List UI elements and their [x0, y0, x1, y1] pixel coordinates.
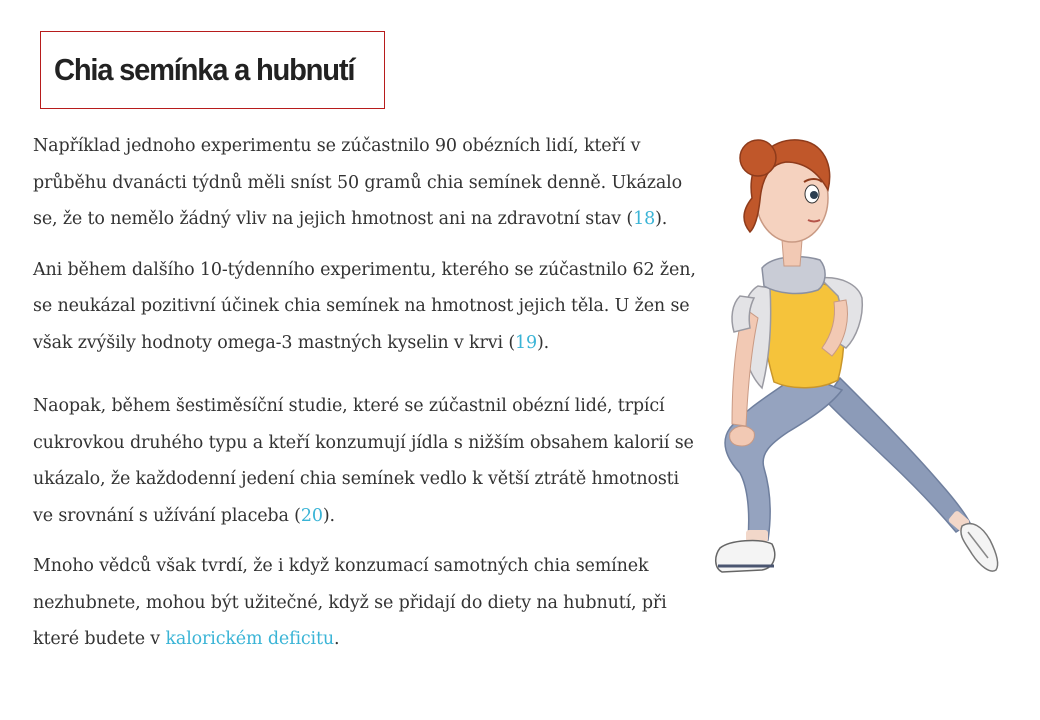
paragraph-4-end: .	[334, 629, 340, 649]
paragraph-3	[33, 388, 698, 534]
caloric-deficit-link[interactable]: kalorickém deficitu	[165, 629, 335, 649]
paragraph-4	[33, 548, 698, 658]
paragraph-3-text: Naopak, během šestiměsíční studie, které se zúčastnil obézní lidé, trpící cukrovkou druhého typu a kteří konzumují jídla s nižším obsahem kalorií se ukázalo, že každodenní jedení chia semínek vedlo k větší ztrátě hmotnosti ve srovnání s užívání placeba (	[33, 396, 694, 526]
reference-link-18[interactable]: 18	[633, 209, 656, 229]
article-body	[33, 128, 698, 672]
paragraph-2	[33, 252, 698, 362]
paragraph-2-text: Ani během dalšího 10-týdenního experimentu, kterého se zúčastnilo 62 žen, se neukázal pozitivní účinek chia semínek na hmotnost jejich těla. U žen se však zvýšily hodnoty omega-3 mastných kyselin v krvi (	[33, 259, 696, 353]
paragraph-1-end: ).	[655, 209, 668, 229]
reference-link-19[interactable]: 19	[515, 332, 537, 353]
paragraph-1-text: Například jednoho experimentu se zúčastnilo 90 obézních lidí, kteří v průběhu dvanácti týdnů měli sníst 50 gramů chia semínek denně. Ukázalo se, že to nemělo žádný vliv na jejich hmotnost ani na zdravotní stav (	[33, 136, 682, 229]
paragraph-1	[33, 128, 698, 238]
paragraph-3-end: ).	[322, 505, 335, 526]
heading-box	[40, 31, 385, 109]
reference-link-20[interactable]: 20	[300, 505, 323, 526]
exercising-woman-illustration	[700, 128, 1020, 588]
page-title: Chia semínka a hubnutí	[54, 52, 355, 87]
paragraph-4-text: Mnoho vědců však tvrdí, že i když konzumací samotných chia semínek nezhubnete, mohou být užitečné, když se přidají do diety na hubnutí, při které budete v	[33, 556, 667, 649]
paragraph-2-end: ).	[536, 332, 550, 353]
